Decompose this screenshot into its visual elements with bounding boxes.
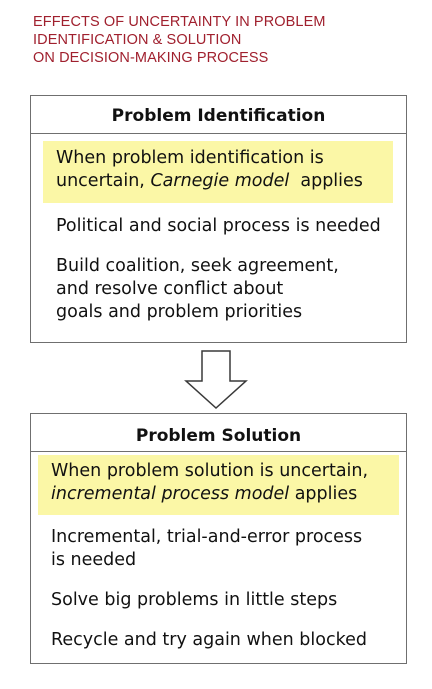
carnegie-model-term: Carnegie model — [150, 171, 290, 191]
item-line: Recycle and try again when blocked — [51, 630, 367, 650]
item-line: and resolve conflict about — [56, 279, 284, 299]
item-line: goals and problem priorities — [56, 302, 303, 322]
box-divider — [31, 451, 406, 452]
statement-line: When problem solution is uncertain, — [51, 461, 369, 481]
item-line: Solve big problems in little steps — [51, 590, 338, 610]
box-divider — [31, 133, 406, 134]
carnegie-statement — [56, 147, 363, 193]
problem-solution-heading: Problem Solution — [135, 426, 302, 446]
item-line: is needed — [51, 550, 137, 570]
item-line: Build coalition, seek agreement, — [56, 256, 339, 276]
problem-identification-box — [30, 95, 407, 343]
statement-suffix: applies — [289, 171, 363, 191]
incremental-model-term: incremental process model — [51, 484, 290, 504]
little-steps-item — [51, 589, 337, 612]
statement-prefix: uncertain, — [56, 171, 151, 191]
political-process-item — [56, 215, 381, 238]
item-line: Incremental, trial-and-error process — [51, 527, 363, 547]
title-line: ON DECISION-MAKING PROCESS — [33, 50, 269, 66]
diagram-title — [33, 13, 423, 67]
incremental-statement — [51, 460, 368, 506]
statement-line — [56, 170, 363, 193]
statement-line: When problem identification is — [56, 148, 324, 168]
title-line: IDENTIFICATION & SOLUTION — [33, 32, 242, 48]
coalition-item — [56, 255, 339, 324]
title-line: EFFECTS OF UNCERTAINTY IN PROBLEM — [33, 14, 326, 30]
recycle-item — [51, 629, 367, 652]
down-arrow-icon — [183, 350, 249, 410]
trial-and-error-item — [51, 526, 362, 572]
problem-solution-box — [30, 413, 407, 664]
statement-suffix: applies — [289, 484, 358, 504]
statement-line — [51, 483, 368, 506]
item-line: Political and social process is needed — [56, 216, 381, 236]
problem-identification-heading: Problem Identification — [111, 106, 326, 126]
